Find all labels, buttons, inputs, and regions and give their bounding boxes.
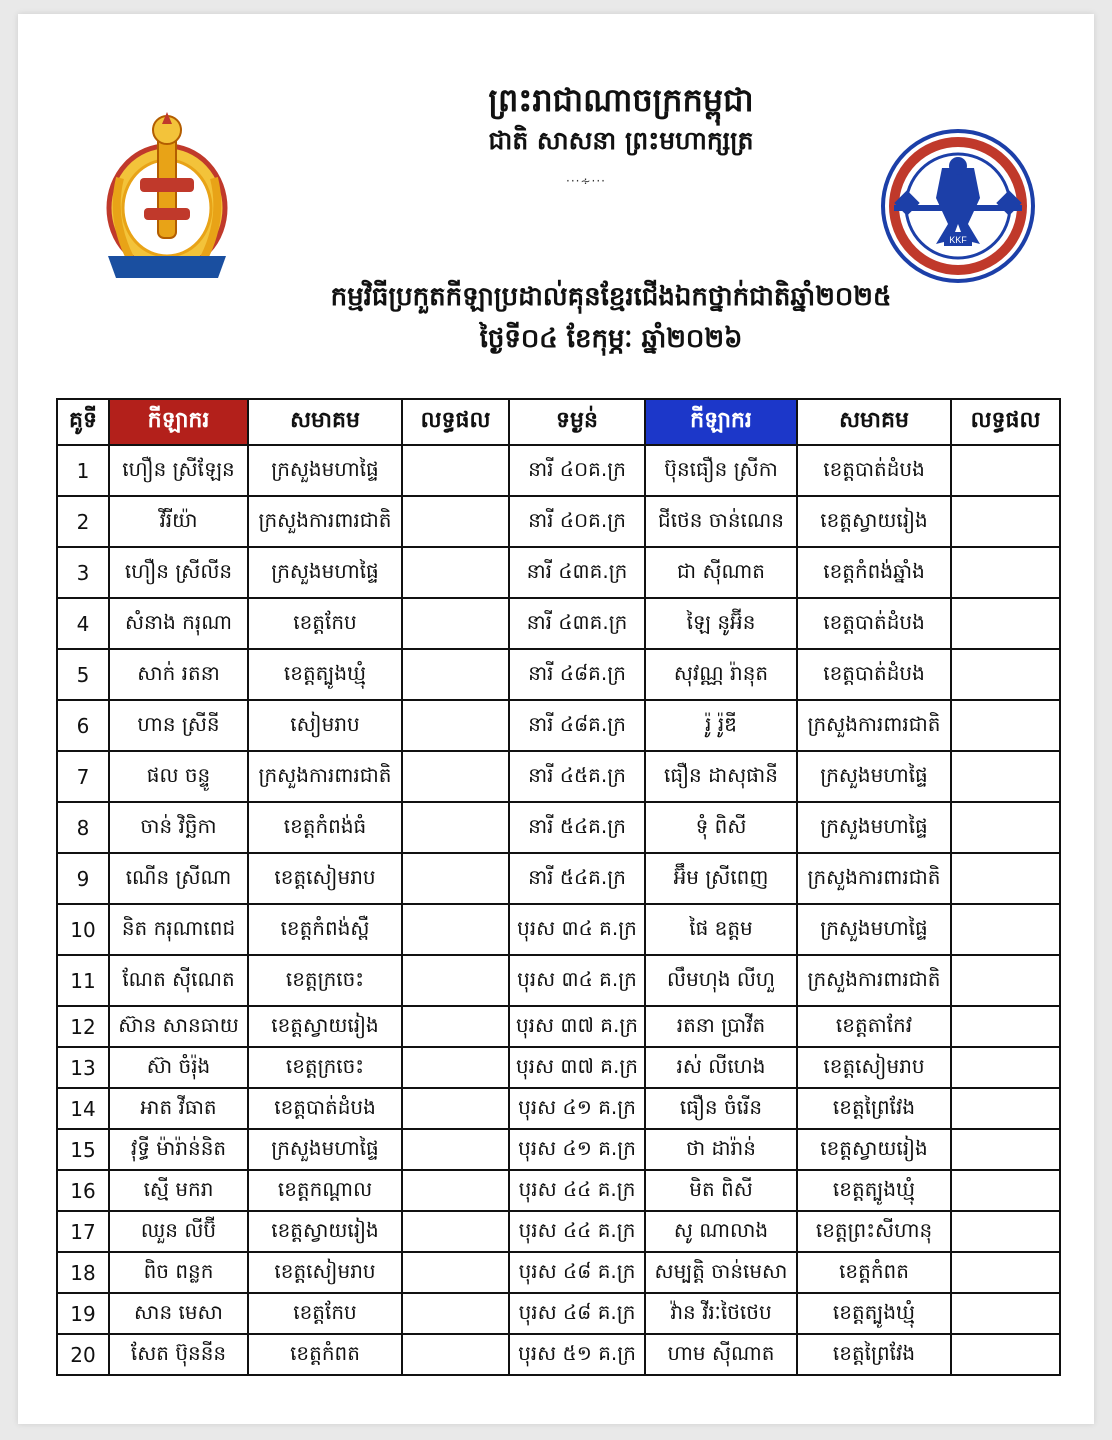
cell-pair-no: 10: [57, 904, 109, 955]
cell-red-result: [402, 700, 509, 751]
cell-pair-no: 18: [57, 1252, 109, 1293]
cell-weight: នារី ៤៨គ.ក្រ: [509, 700, 645, 751]
cell-blue-result: [951, 955, 1060, 1006]
cell-red-fighter: ពិច ពន្លក: [109, 1252, 248, 1293]
cell-blue-club: ក្រសួងមហាផ្ទៃ: [797, 751, 951, 802]
table-row: [57, 598, 1060, 649]
cell-red-result: [402, 1252, 509, 1293]
cell-red-club: ខេត្តកំពត: [248, 1334, 402, 1375]
col-header-blue-club: សមាគម: [797, 399, 951, 445]
cell-blue-result: [951, 853, 1060, 904]
table-row: [57, 1170, 1060, 1211]
cell-weight: បុរស ៣៧ គ.ក្រ: [509, 1006, 645, 1047]
cell-blue-result: [951, 649, 1060, 700]
cell-red-club: ខេត្តស្វាយរៀង: [248, 1211, 402, 1252]
cell-red-result: [402, 1334, 509, 1375]
cell-red-fighter: សែត ប៊ុននីន: [109, 1334, 248, 1375]
cell-weight: បុរស ៣៤ គ.ក្រ: [509, 904, 645, 955]
cell-blue-fighter: ហាម ស៊ីណាត: [645, 1334, 797, 1375]
cell-red-fighter: ស៊ា ចំរ៉ុង: [109, 1047, 248, 1088]
ornamental-divider: ···∻···: [566, 174, 606, 188]
table-row: [57, 955, 1060, 1006]
cell-red-result: [402, 598, 509, 649]
cell-weight: បុរស ៤១ គ.ក្រ: [509, 1129, 645, 1170]
table-row: [57, 751, 1060, 802]
cell-pair-no: 20: [57, 1334, 109, 1375]
cell-red-result: [402, 1088, 509, 1129]
cell-red-club: ខេត្តកំពង់ស្ពឺ: [248, 904, 402, 955]
cell-red-club: ខេត្តស្វាយរៀង: [248, 1006, 402, 1047]
table-row: [57, 1047, 1060, 1088]
cell-pair-no: 2: [57, 496, 109, 547]
cell-red-result: [402, 802, 509, 853]
table-row: [57, 1088, 1060, 1129]
cell-pair-no: 5: [57, 649, 109, 700]
cell-red-fighter: ណើន ស្រីណា: [109, 853, 248, 904]
cell-blue-result: [951, 1334, 1060, 1375]
cell-weight: បុរស ៤៤ គ.ក្រ: [509, 1211, 645, 1252]
cell-blue-result: [951, 598, 1060, 649]
table-row: [57, 904, 1060, 955]
cell-blue-fighter: ថា ដារ៉ាន់: [645, 1129, 797, 1170]
cell-blue-result: [951, 496, 1060, 547]
cell-red-result: [402, 1047, 509, 1088]
cell-blue-result: [951, 1252, 1060, 1293]
cell-blue-fighter: អ៊ឹម ស្រីពេញ: [645, 853, 797, 904]
cell-red-fighter: ស៊ាន សានធាយ: [109, 1006, 248, 1047]
cell-weight: នារី ៤៣គ.ក្រ: [509, 598, 645, 649]
cell-pair-no: 1: [57, 445, 109, 496]
cell-red-club: ខេត្តកណ្តាល: [248, 1170, 402, 1211]
cell-pair-no: 12: [57, 1006, 109, 1047]
cell-red-club: ខេត្តសៀមរាប: [248, 853, 402, 904]
table-row: [57, 1252, 1060, 1293]
cell-blue-club: ខេត្តព្រៃវែង: [797, 1334, 951, 1375]
cell-red-club: ខេត្តកែប: [248, 598, 402, 649]
cell-weight: បុរស ៤៨ គ.ក្រ: [509, 1252, 645, 1293]
cell-blue-club: ក្រសួងការពារជាតិ: [797, 955, 951, 1006]
cell-weight: បុរស ៤១ គ.ក្រ: [509, 1088, 645, 1129]
cell-red-fighter: ហឿន ស្រីឡែន: [109, 445, 248, 496]
cell-blue-club: ខេត្តតាកែវ: [797, 1006, 951, 1047]
cell-blue-fighter: រ៉ូ រ៉ូឌី: [645, 700, 797, 751]
cell-red-result: [402, 904, 509, 955]
cell-pair-no: 6: [57, 700, 109, 751]
cell-blue-fighter: រស់ លីហេង: [645, 1047, 797, 1088]
cell-red-fighter: ហាន ស្រីនី: [109, 700, 248, 751]
cell-red-fighter: ផល ចន្ទូ: [109, 751, 248, 802]
cell-blue-result: [951, 445, 1060, 496]
cell-blue-club: ខេត្តត្បូងឃ្មុំ: [797, 1293, 951, 1334]
cell-blue-result: [951, 700, 1060, 751]
cell-blue-club: ខេត្តស្វាយរៀង: [797, 496, 951, 547]
cell-red-fighter: វីរីយ៉ា: [109, 496, 248, 547]
table-row: [57, 700, 1060, 751]
table-row: [57, 1006, 1060, 1047]
cell-blue-result: [951, 1170, 1060, 1211]
cell-red-result: [402, 1129, 509, 1170]
cell-red-club: ខេត្តក្រចេះ: [248, 1047, 402, 1088]
cell-pair-no: 11: [57, 955, 109, 1006]
cell-pair-no: 17: [57, 1211, 109, 1252]
cell-red-fighter: វុទ្ធី ម៉ារ៉ាន់និត: [109, 1129, 248, 1170]
table-row: [57, 445, 1060, 496]
cell-blue-club: ក្រសួងការពារជាតិ: [797, 700, 951, 751]
cell-red-result: [402, 547, 509, 598]
cell-blue-club: ក្រសួងការពារជាតិ: [797, 853, 951, 904]
cell-red-result: [402, 955, 509, 1006]
cell-blue-fighter: ប៊ុនធឿន ស្រីកា: [645, 445, 797, 496]
cell-pair-no: 13: [57, 1047, 109, 1088]
col-header-weight: ទម្ងន់: [509, 399, 645, 445]
cell-weight: នារី ៥៤គ.ក្រ: [509, 853, 645, 904]
cell-red-fighter: ឈួន លីប៊ី: [109, 1211, 248, 1252]
cell-red-fighter: សំនាង ករុណា: [109, 598, 248, 649]
cell-red-fighter: ណែត ស៊ីណេត: [109, 955, 248, 1006]
col-header-blue-result: លទ្ធផល: [951, 399, 1060, 445]
national-motto: ជាតិ សាសនា ព្រះមហាក្សត្រ: [488, 126, 754, 155]
cell-red-fighter: សាក់ រតនា: [109, 649, 248, 700]
table-row: [57, 853, 1060, 904]
bout-schedule-table: [56, 398, 1061, 1376]
cell-blue-club: ក្រសួងមហាផ្ទៃ: [797, 904, 951, 955]
cell-blue-club: ខេត្តព្រៃវែង: [797, 1088, 951, 1129]
table-header-row: [57, 399, 1060, 445]
cell-blue-club: ខេត្តព្រះសីហានុ: [797, 1211, 951, 1252]
cell-red-club: ខេត្តត្បូងឃ្មុំ: [248, 649, 402, 700]
cell-red-club: ក្រសួងមហាផ្ទៃ: [248, 445, 402, 496]
cell-blue-fighter: រតនា ប្រាវីត: [645, 1006, 797, 1047]
cell-weight: នារី ៤៥គ.ក្រ: [509, 751, 645, 802]
cell-pair-no: 8: [57, 802, 109, 853]
cell-red-result: [402, 751, 509, 802]
cell-blue-fighter: ធឿន ដាសុផានី: [645, 751, 797, 802]
cell-blue-club: ខេត្តបាត់ដំបង: [797, 445, 951, 496]
cell-blue-result: [951, 1293, 1060, 1334]
cell-red-result: [402, 496, 509, 547]
cell-blue-club: ខេត្តកំពង់ឆ្នាំង: [797, 547, 951, 598]
cell-weight: បុរស ៥១ គ.ក្រ: [509, 1334, 645, 1375]
cell-red-result: [402, 853, 509, 904]
col-header-pair-no: គូទី: [57, 399, 109, 445]
kkf-abbr: KKF: [949, 235, 967, 245]
cell-red-fighter: និត ករុណាពេជ: [109, 904, 248, 955]
col-header-red-fighter: កីឡាករ: [109, 399, 248, 445]
cell-pair-no: 14: [57, 1088, 109, 1129]
cell-blue-result: [951, 751, 1060, 802]
cell-pair-no: 3: [57, 547, 109, 598]
cell-blue-result: [951, 1088, 1060, 1129]
cell-blue-fighter: លឹមហុង លីហួ: [645, 955, 797, 1006]
document-page: [18, 14, 1094, 1424]
cell-blue-fighter: សម្បត្តិ ចាន់មេសា: [645, 1252, 797, 1293]
cell-blue-fighter: ជីថេន ចាន់ណេន: [645, 496, 797, 547]
cell-red-result: [402, 1006, 509, 1047]
table-body: [57, 445, 1060, 1375]
cell-red-result: [402, 1170, 509, 1211]
cell-blue-club: ខេត្តបាត់ដំបង: [797, 649, 951, 700]
cell-weight: នារី ៤៨គ.ក្រ: [509, 649, 645, 700]
cell-blue-fighter: ឡៃ នូអ៊ីន: [645, 598, 797, 649]
cell-red-fighter: អាត វីធាត: [109, 1088, 248, 1129]
cell-blue-fighter: សូ ណាលាង: [645, 1211, 797, 1252]
cell-blue-club: ខេត្តត្បូងឃ្មុំ: [797, 1170, 951, 1211]
col-header-red-result: លទ្ធផល: [402, 399, 509, 445]
cell-weight: បុរស ៣៧ គ.ក្រ: [509, 1047, 645, 1088]
cell-weight: នារី ៤០គ.ក្រ: [509, 496, 645, 547]
table-row: [57, 1293, 1060, 1334]
cell-blue-club: ខេត្តស្វាយរៀង: [797, 1129, 951, 1170]
cell-blue-club: ខេត្តកំពត: [797, 1252, 951, 1293]
cell-weight: នារី ៤៣គ.ក្រ: [509, 547, 645, 598]
cell-red-club: ខេត្តក្រចេះ: [248, 955, 402, 1006]
table-row: [57, 802, 1060, 853]
cell-weight: បុរស ៤៤ គ.ក្រ: [509, 1170, 645, 1211]
kingdom-heading: ព្រះរាជាណាចក្រកម្ពុជា: [488, 81, 754, 119]
cell-pair-no: 16: [57, 1170, 109, 1211]
cell-pair-no: 9: [57, 853, 109, 904]
cell-red-fighter: ហឿន ស្រីលីន: [109, 547, 248, 598]
col-header-red-club: សមាគម: [248, 399, 402, 445]
cell-pair-no: 15: [57, 1129, 109, 1170]
cell-weight: នារី ៥៤គ.ក្រ: [509, 802, 645, 853]
cell-blue-result: [951, 1047, 1060, 1088]
cell-pair-no: 4: [57, 598, 109, 649]
cell-blue-result: [951, 1006, 1060, 1047]
cell-red-club: ខេត្តសៀមរាប: [248, 1252, 402, 1293]
cell-weight: បុរស ៣៤ គ.ក្រ: [509, 955, 645, 1006]
cell-blue-result: [951, 1211, 1060, 1252]
cell-blue-result: [951, 547, 1060, 598]
cell-blue-club: ក្រសួងមហាផ្ទៃ: [797, 802, 951, 853]
cell-red-result: [402, 445, 509, 496]
cell-red-result: [402, 1293, 509, 1334]
program-title: កម្មវិធីប្រកួតកីឡាប្រដាល់គុនខ្មែរជើងឯកថ្នាក់ជាតិឆ្នាំ២០២៥: [330, 282, 892, 312]
program-date: ថ្ងៃទី០៤ ខែកុម្ភៈ ឆ្នាំ២០២៦: [479, 324, 743, 354]
cell-red-club: សៀមរាប: [248, 700, 402, 751]
cell-weight: នារី ៤០គ.ក្រ: [509, 445, 645, 496]
cell-red-club: ខេត្តបាត់ដំបង: [248, 1088, 402, 1129]
cell-red-result: [402, 1211, 509, 1252]
cell-blue-fighter: សុវណ្ណ រ៉ានុត: [645, 649, 797, 700]
cell-blue-club: ខេត្តបាត់ដំបង: [797, 598, 951, 649]
cell-blue-fighter: មិត ពិសី: [645, 1170, 797, 1211]
cell-blue-result: [951, 1129, 1060, 1170]
cell-blue-club: ខេត្តសៀមរាប: [797, 1047, 951, 1088]
cell-blue-result: [951, 802, 1060, 853]
cell-blue-result: [951, 904, 1060, 955]
cell-red-club: ខេត្តកែប: [248, 1293, 402, 1334]
cell-pair-no: 19: [57, 1293, 109, 1334]
cell-red-fighter: សាន មេសា: [109, 1293, 248, 1334]
cell-blue-fighter: ជា ស៊ីណាត: [645, 547, 797, 598]
cell-red-club: ខេត្តកំពង់ធំ: [248, 802, 402, 853]
cell-weight: បុរស ៤៨ គ.ក្រ: [509, 1293, 645, 1334]
cell-blue-fighter: ធឿន ចំរើន: [645, 1088, 797, 1129]
table-row: [57, 496, 1060, 547]
col-header-blue-fighter: កីឡាករ: [645, 399, 797, 445]
cell-red-club: ក្រសួងមហាផ្ទៃ: [248, 547, 402, 598]
cell-red-fighter: ចាន់ វិច្ឆិកា: [109, 802, 248, 853]
cell-pair-no: 7: [57, 751, 109, 802]
table-row: [57, 1334, 1060, 1375]
cell-red-club: ក្រសួងការពារជាតិ: [248, 496, 402, 547]
table-row: [57, 1129, 1060, 1170]
cell-red-fighter: ស្មើ មករា: [109, 1170, 248, 1211]
cell-blue-fighter: វ៉ាន វីរៈថៃថេប: [645, 1293, 797, 1334]
table-row: [57, 649, 1060, 700]
cell-blue-fighter: ផៃ ឧត្តម: [645, 904, 797, 955]
table-row: [57, 1211, 1060, 1252]
cell-red-result: [402, 649, 509, 700]
cell-blue-fighter: ទុំ ពិសី: [645, 802, 797, 853]
cell-red-club: ក្រសួងមហាផ្ទៃ: [248, 1129, 402, 1170]
cell-red-club: ក្រសួងការពារជាតិ: [248, 751, 402, 802]
table-row: [57, 547, 1060, 598]
